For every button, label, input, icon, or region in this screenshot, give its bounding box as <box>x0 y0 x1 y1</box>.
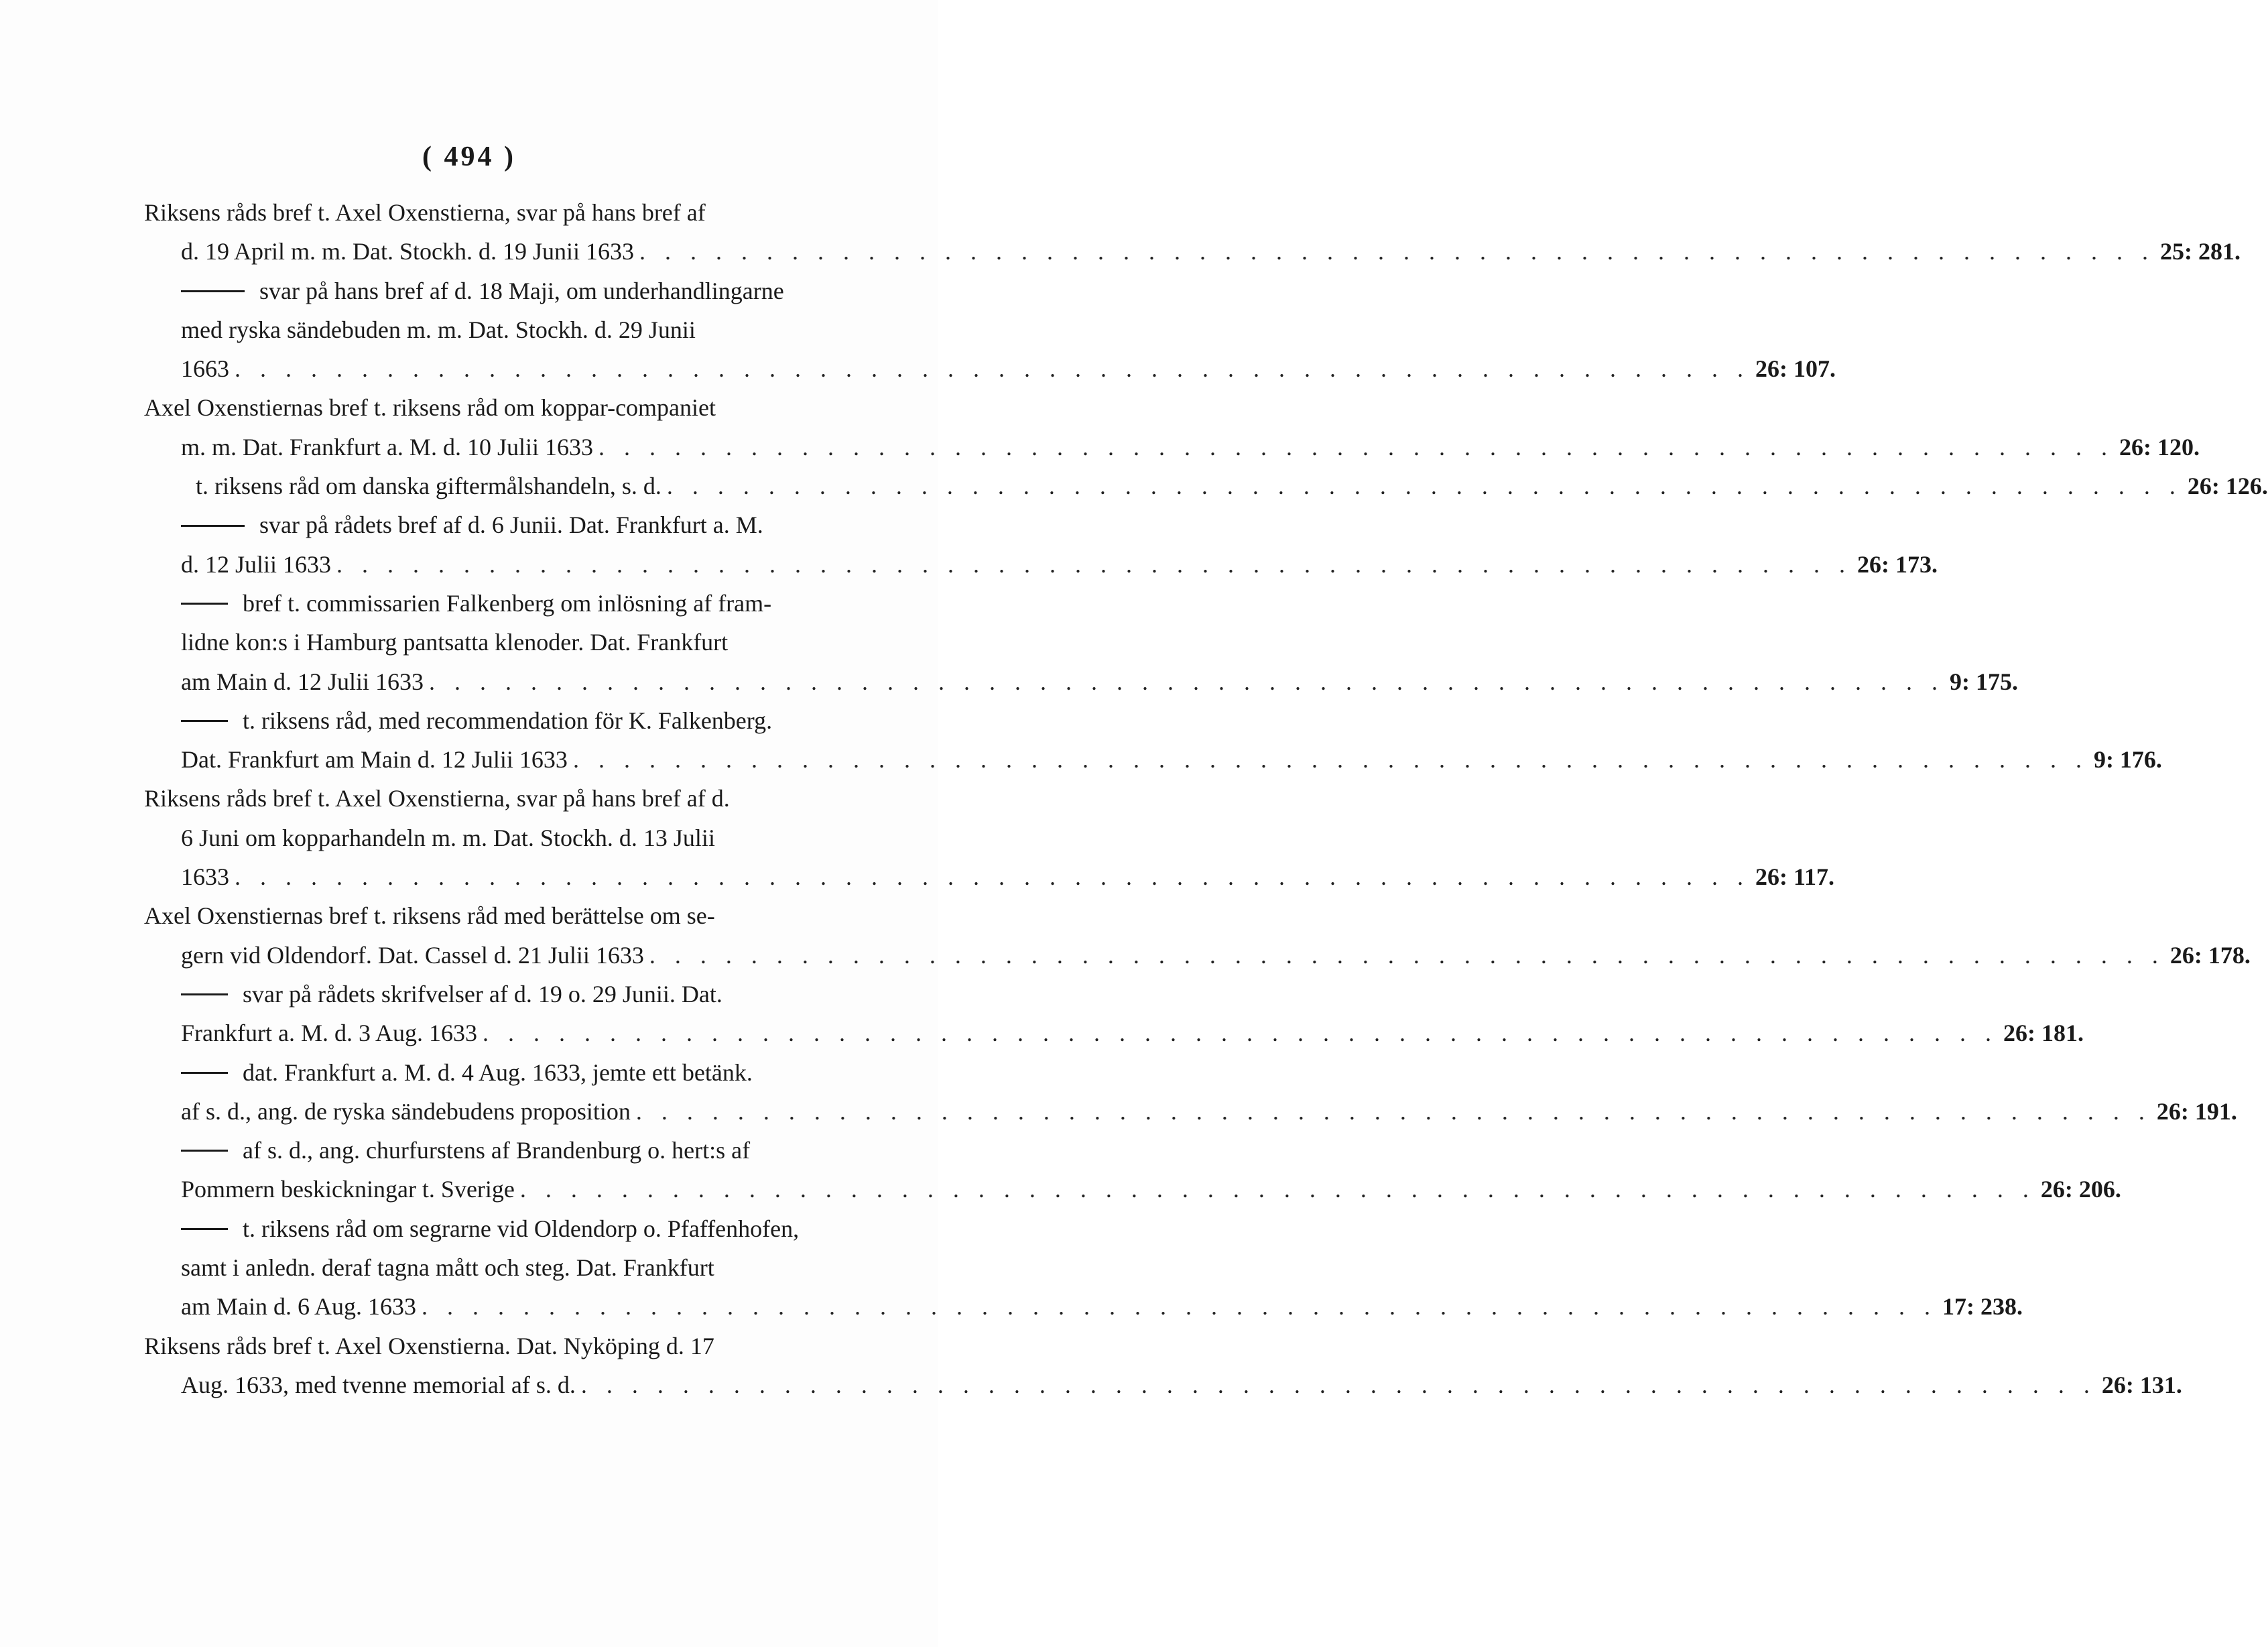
entry-text: svar på rådets bref af d. 6 Junii. Dat. Frankfurt a. M. <box>259 511 763 539</box>
page-number: ( 494 ) <box>422 141 516 172</box>
dot-leader: . . . . . . . . . . . . . . . . . . . . . . . . . . . . . . . . . . . . . . . . . . . . . . . . . . . . . . . . . . . . <box>429 668 1944 695</box>
entry-text: dat. Frankfurt a. M. d. 4 Aug. 1633, jemte ett betänk. <box>243 1058 753 1086</box>
entry-text: 6 Juni om kopparhandeln m. m. Dat. Stockh. d. 13 Julii <box>181 824 715 851</box>
dot-leader: . . . . . . . . . . . . . . . . . . . . . . . . . . . . . . . . . . . . . . . . . . . . . . . . . . . . . . . . . . . . <box>519 1176 2035 1203</box>
index-entries <box>144 193 2268 1404</box>
index-line <box>144 467 2268 505</box>
volume-page-ref: 25: 281. <box>2160 238 2241 265</box>
dot-leader: . . . . . . . . . . . . . . . . . . . . . . . . . . . . . . . . . . . . . . . . . . . . . . . . . . . . . . . . . . . . <box>635 1097 2151 1125</box>
volume-page-ref: 26: 173. <box>1857 550 1938 578</box>
index-line <box>144 271 875 310</box>
index-line <box>144 975 875 1014</box>
entry-text: af s. d., ang. de ryska sändebudens proposition <box>181 1097 631 1125</box>
volume-page-ref: 26: 126. <box>2187 473 2268 500</box>
ditto-dash <box>181 1150 228 1152</box>
entry-text: Riksens råds bref t. Axel Oxenstierna, svar på hans bref af <box>144 199 706 226</box>
entry-text: Pommern beskickningar t. Sverige <box>181 1176 515 1203</box>
index-line <box>144 936 2251 975</box>
dot-leader: . . . . . . . . . . . . . . . . . . . . . . . . . . . . . . . . . . . . . . . . . . . . . . . . . . . . . . . . . . . . <box>235 355 1750 383</box>
entry-text: 1633 <box>181 863 229 891</box>
entry-text: t. riksens råd om segrarne vid Oldendorp o. Pfaffenhofen, <box>243 1215 800 1242</box>
index-line <box>144 388 875 427</box>
entry-text: am Main d. 6 Aug. 1633 <box>181 1293 416 1321</box>
entry-text: Axel Oxenstiernas bref t. riksens råd om koppar-companiet <box>144 394 716 422</box>
index-line <box>144 662 2018 701</box>
volume-page-ref: 26: 181. <box>2003 1020 2084 1047</box>
ditto-dash <box>181 290 245 292</box>
dot-leader: . . . . . . . . . . . . . . . . . . . . . . . . . . . . . . . . . . . . . . . . . . . . . . . . . . . . . . . . . . . . <box>639 238 2155 265</box>
dot-leader: . . . . . . . . . . . . . . . . . . . . . . . . . . . . . . . . . . . . . . . . . . . . . . . . . . . . . . . . . . . . <box>649 941 2165 969</box>
ditto-dash <box>181 1072 228 1074</box>
volume-page-ref: 26: 120. <box>2119 433 2200 461</box>
index-line <box>144 1053 875 1092</box>
entry-text: Aug. 1633, med tvenne memorial af s. d. <box>181 1371 576 1398</box>
index-line <box>144 779 875 818</box>
entry-text: am Main d. 12 Julii 1633 <box>181 668 424 695</box>
dot-leader: . . . . . . . . . . . . . . . . . . . . . . . . . . . . . . . . . . . . . . . . . . . . . . . . . . . . . . . . . . . . <box>580 1371 2096 1398</box>
ditto-dash <box>181 993 228 995</box>
dot-leader: . . . . . . . . . . . . . . . . . . . . . . . . . . . . . . . . . . . . . . . . . . . . . . . . . . . . . . . . . . . . <box>598 433 2114 461</box>
index-line <box>144 857 1835 896</box>
ditto-dash <box>181 1228 228 1230</box>
index-line <box>144 428 2200 467</box>
index-line <box>144 545 1938 584</box>
dot-leader: . . . . . . . . . . . . . . . . . . . . . . . . . . . . . . . . . . . . . . . . . . . . . . . . . . . . . . . . . . . . <box>482 1020 1998 1047</box>
entry-text: Dat. Frankfurt am Main d. 12 Julii 1633 <box>181 746 568 774</box>
entry-text: m. m. Dat. Frankfurt a. M. d. 10 Julii 1633 <box>181 433 593 461</box>
dot-leader: . . . . . . . . . . . . . . . . . . . . . . . . . . . . . . . . . . . . . . . . . . . . . . . . . . . . . . . . . . . . <box>572 746 2088 774</box>
volume-page-ref: 26: 178. <box>2169 941 2251 969</box>
volume-page-ref: 26: 107. <box>1755 355 1836 383</box>
ditto-dash <box>181 603 228 605</box>
entry-text: gern vid Oldendorf. Dat. Cassel d. 21 Julii 1633 <box>181 941 644 969</box>
index-line <box>144 818 875 857</box>
dot-leader: . . . . . . . . . . . . . . . . . . . . . . . . . . . . . . . . . . . . . . . . . . . . . . . . . . . . . . . . . . . . <box>666 473 2182 500</box>
ditto-dash <box>181 525 245 527</box>
index-line <box>144 1248 875 1287</box>
index-line <box>144 623 875 662</box>
index-line <box>144 193 875 232</box>
index-line <box>144 701 875 740</box>
index-line <box>144 1131 875 1170</box>
volume-page-ref: 9: 175. <box>1950 668 2018 695</box>
entry-text: samt i anledn. deraf tagna mått och steg. Dat. Frankfurt <box>181 1254 714 1282</box>
entry-text: d. 19 April m. m. Dat. Stockh. d. 19 Junii 1633 <box>181 238 635 265</box>
entry-text: med ryska sändebuden m. m. Dat. Stockh. d. 29 Junii <box>181 316 696 343</box>
index-line <box>144 1092 2237 1131</box>
index-line <box>144 310 875 349</box>
index-line <box>144 1365 2182 1404</box>
index-line <box>144 349 1836 388</box>
entry-text: Riksens råds bref t. Axel Oxenstierna. Dat. Nyköping d. 17 <box>144 1332 714 1359</box>
index-line <box>144 1287 2023 1326</box>
entry-text: t. riksens råd om danska giftermålshandeln, s. d. <box>196 473 662 500</box>
index-line <box>144 505 875 544</box>
volume-page-ref: 26: 191. <box>2156 1097 2237 1125</box>
entry-text: Riksens råds bref t. Axel Oxenstierna, svar på hans bref af d. <box>144 785 730 812</box>
index-line <box>144 584 875 623</box>
index-line <box>144 1327 875 1365</box>
dot-leader: . . . . . . . . . . . . . . . . . . . . . . . . . . . . . . . . . . . . . . . . . . . . . . . . . . . . . . . . . . . . <box>336 550 1852 578</box>
entry-text: t. riksens råd, med recommendation för K. Falkenberg. <box>243 707 773 734</box>
index-line <box>144 740 2162 779</box>
volume-page-ref: 26: 117. <box>1755 863 1835 891</box>
ditto-dash <box>181 720 228 722</box>
dot-leader: . . . . . . . . . . . . . . . . . . . . . . . . . . . . . . . . . . . . . . . . . . . . . . . . . . . . . . . . . . . . <box>421 1293 1937 1321</box>
index-line <box>144 896 875 935</box>
entry-text: bref t. commissarien Falkenberg om inlösning af fram- <box>243 589 772 617</box>
index-line <box>144 232 2241 271</box>
volume-page-ref: 26: 131. <box>2101 1371 2182 1398</box>
index-line <box>144 1170 2121 1209</box>
volume-page-ref: 17: 238. <box>1942 1293 2023 1321</box>
entry-text: Axel Oxenstiernas bref t. riksens råd med berättelse om se- <box>144 902 715 930</box>
volume-page-ref: 9: 176. <box>2093 746 2162 774</box>
index-line <box>144 1209 875 1248</box>
volume-page-ref: 26: 206. <box>2040 1176 2121 1203</box>
dot-leader: . . . . . . . . . . . . . . . . . . . . . . . . . . . . . . . . . . . . . . . . . . . . . . . . . . . . . . . . . . . . <box>235 863 1750 891</box>
entry-text: af s. d., ang. churfurstens af Brandenburg o. hert:s af <box>243 1137 751 1164</box>
entry-text: lidne kon:s i Hamburg pantsatta klenoder. Dat. Frankfurt <box>181 629 729 656</box>
entry-text: svar på hans bref af d. 18 Maji, om underhandlingarne <box>259 277 784 304</box>
index-line <box>144 1014 2084 1052</box>
entry-text: 1663 <box>181 355 229 383</box>
entry-text: svar på rådets skrifvelser af d. 19 o. 29 Junii. Dat. <box>243 980 722 1008</box>
entry-text: Frankfurt a. M. d. 3 Aug. 1633 <box>181 1020 477 1047</box>
entry-text: d. 12 Julii 1633 <box>181 550 332 578</box>
